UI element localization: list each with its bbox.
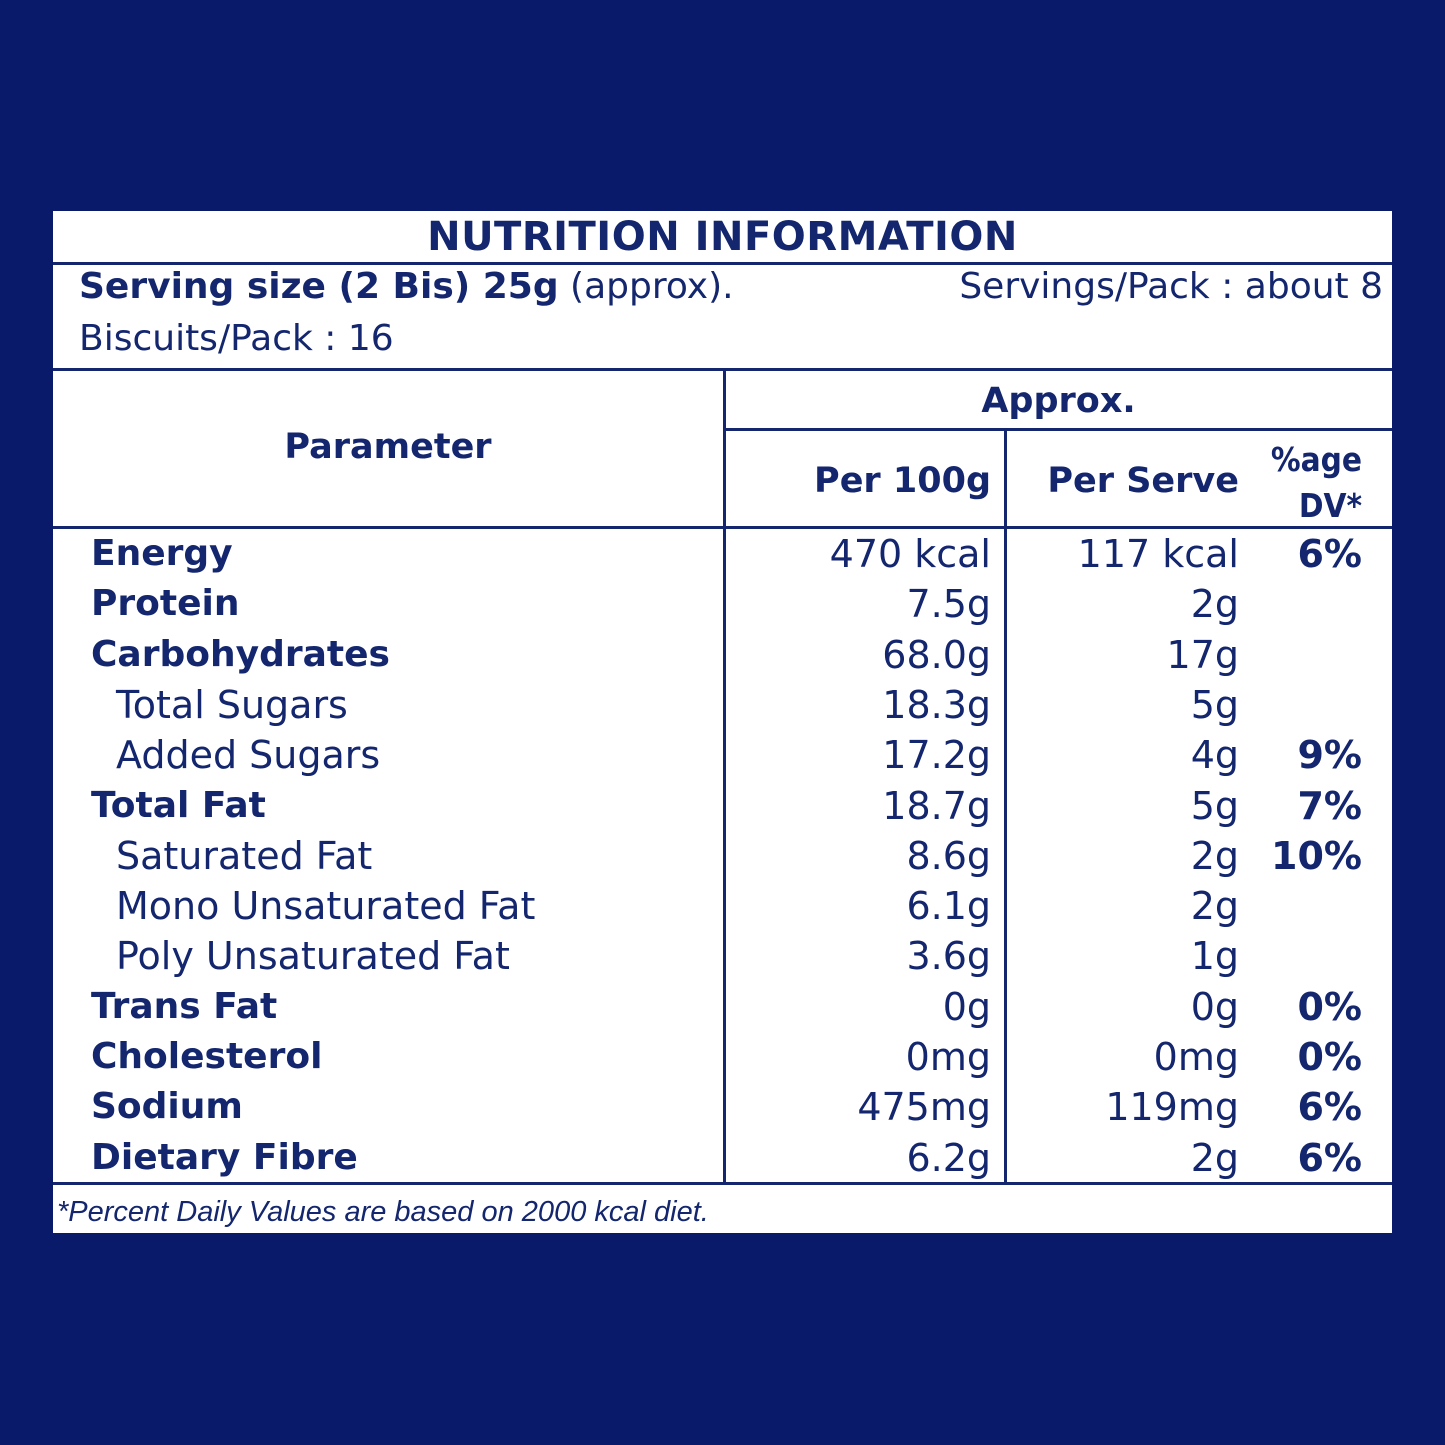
table-row [53, 831, 1392, 881]
nutrient-name: Sodium [91, 1086, 243, 1128]
value-dv: 10% [1271, 833, 1362, 878]
value-per-serve: 119mg [1105, 1085, 1239, 1130]
table-row [53, 529, 1392, 579]
value-per-100g: 0mg [905, 1035, 991, 1079]
panel-title: NUTRITION INFORMATION [427, 214, 1018, 260]
footnote: *Percent Daily Values are based on 2000 kcal diet. [57, 1196, 709, 1228]
value-dv: 9% [1297, 733, 1362, 778]
nutrient-name: Total Fat [91, 784, 266, 826]
header-per-100g: Per 100g [814, 461, 991, 501]
table-row [53, 579, 1392, 629]
serving-size [79, 267, 734, 307]
nutrient-name: Dietary Fibre [91, 1136, 358, 1178]
nutrition-panel [53, 211, 1392, 1233]
header-dv-line1: %age [1270, 440, 1362, 479]
serving-size-bold: Serving size (2 Bis) 25g [79, 266, 559, 307]
value-per-serve: 2g [1190, 582, 1239, 627]
value-dv: 6% [1297, 1135, 1362, 1180]
nutrient-name: Saturated Fat [116, 833, 373, 878]
table-bottom-divider [53, 1182, 1392, 1185]
value-per-serve: 117 kcal [1077, 532, 1239, 576]
header-per-serve: Per Serve [1047, 461, 1239, 501]
value-per-100g: 6.2g [906, 1135, 991, 1180]
nutrient-name: Added Sugars [116, 733, 381, 778]
value-per-100g: 470 kcal [829, 532, 991, 576]
value-per-100g: 8.6g [906, 833, 991, 878]
table-row [53, 982, 1392, 1032]
value-per-serve: 5g [1190, 783, 1239, 828]
nutrient-name: Energy [91, 533, 233, 574]
value-per-serve: 0mg [1153, 1035, 1239, 1079]
title-divider [53, 262, 1392, 265]
nutrient-name: Total Sugars [116, 682, 348, 727]
value-dv: 6% [1297, 532, 1362, 576]
nutrient-name: Mono Unsaturated Fat [116, 884, 536, 929]
value-per-100g: 3.6g [906, 934, 991, 979]
table-row [53, 1082, 1392, 1132]
value-per-serve: 2g [1190, 884, 1239, 929]
nutrient-name: Trans Fat [91, 985, 278, 1027]
table-row [53, 1032, 1392, 1082]
table-row [53, 931, 1392, 981]
biscuits-per-pack: Biscuits/Pack : 16 [79, 318, 394, 359]
value-per-serve: 17g [1166, 632, 1239, 677]
value-dv: 0% [1297, 984, 1362, 1029]
nutrient-name: Cholesterol [91, 1036, 323, 1077]
value-per-100g: 6.1g [906, 884, 991, 929]
value-dv: 0% [1297, 1035, 1362, 1079]
value-per-100g: 475mg [857, 1085, 991, 1130]
approx-divider [725, 428, 1392, 431]
value-dv: 6% [1297, 1085, 1362, 1130]
serving-size-rest: (approx). [558, 266, 734, 307]
header-approx: Approx. [981, 381, 1136, 421]
value-per-serve: 5g [1190, 682, 1239, 727]
value-per-serve: 0g [1190, 984, 1239, 1029]
value-dv: 7% [1297, 783, 1362, 828]
value-per-100g: 17.2g [882, 733, 991, 778]
table-row [53, 781, 1392, 831]
header-dv [1271, 437, 1362, 529]
table-row [53, 680, 1392, 730]
value-per-100g: 0g [942, 984, 991, 1029]
table-row [53, 881, 1392, 931]
servings-per-pack: Servings/Pack : about 8 [959, 266, 1383, 307]
nutrient-name: Carbohydrates [91, 633, 390, 675]
value-per-serve: 4g [1190, 733, 1239, 778]
header-parameter: Parameter [284, 427, 492, 467]
value-per-100g: 7.5g [906, 582, 991, 627]
value-per-serve: 1g [1190, 934, 1239, 979]
value-per-serve: 2g [1190, 833, 1239, 878]
table-row [53, 730, 1392, 780]
value-per-100g: 18.7g [882, 783, 991, 828]
nutrient-name: Poly Unsaturated Fat [116, 934, 510, 979]
nutrient-name: Protein [91, 583, 240, 625]
value-per-serve: 2g [1190, 1135, 1239, 1180]
value-per-100g: 68.0g [882, 632, 991, 677]
value-per-100g: 18.3g [882, 682, 991, 727]
table-row [53, 1133, 1392, 1183]
table-row [53, 630, 1392, 680]
header-dv-line2: DV* [1298, 486, 1362, 525]
